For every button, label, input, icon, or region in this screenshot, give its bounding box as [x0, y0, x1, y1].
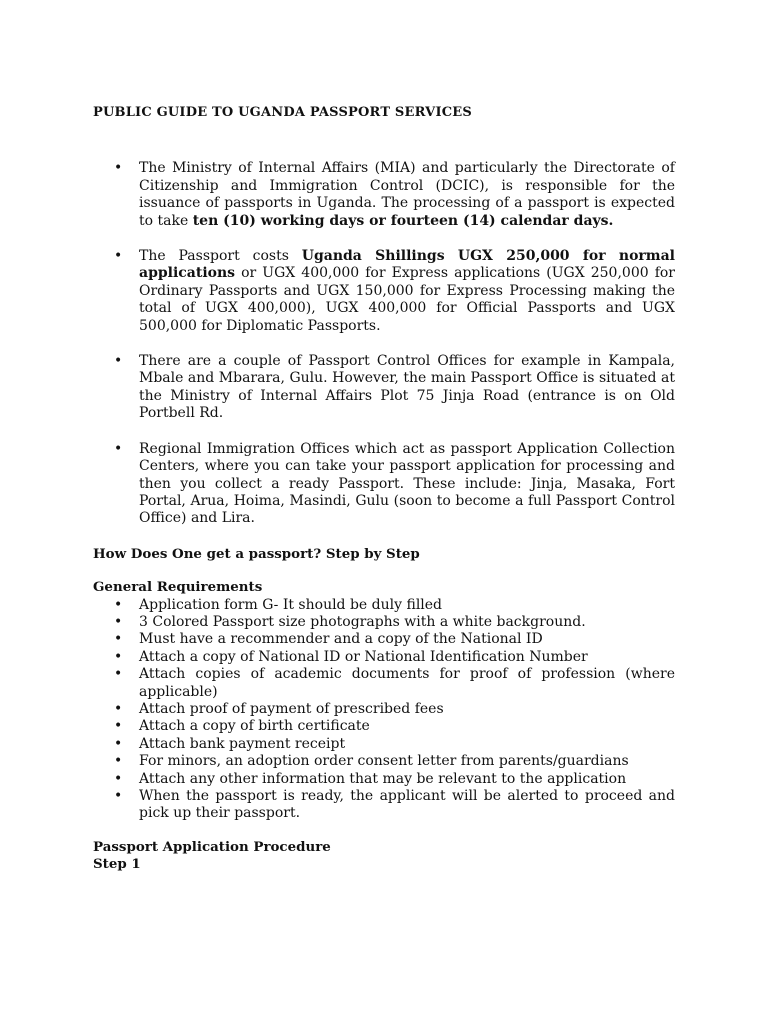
requirement-item: • Must have a recommender and a copy of the National ID [93, 631, 675, 648]
requirement-item: • Attach a copy of birth certificate [93, 718, 675, 735]
intro-item [93, 248, 675, 335]
document-title: PUBLIC GUIDE TO UGANDA PASSPORT SERVICES [93, 105, 472, 120]
intro-item [93, 160, 675, 230]
intro-item [93, 441, 675, 528]
intro-bold-text: ten (10) working days or fourteen (14) calendar days. [192, 212, 614, 229]
intro-item [93, 353, 675, 423]
requirement-item: • Attach bank payment receipt [93, 736, 675, 753]
intro-list [93, 160, 675, 527]
how-heading: How Does One get a passport? Step by Step [93, 545, 420, 562]
requirement-item: • When the passport is ready, the applicant will be alerted to proceed and pick up their passport. [93, 788, 675, 823]
requirement-item: • Attach copies of academic documents for proof of profession (where applicable) [93, 666, 675, 701]
requirement-item: • 3 Colored Passport size photographs with a white background. [93, 614, 675, 631]
intro-text: Regional Immigration Offices which act as passport Application Collection Centers, where you can take your passport application for processing and then you collect a ready Passport. These include: Jinja, Masaka, Fort Portal, Arua, Hoima, Masindi, Gulu (soon to become a full Passport Control Office) and Lira. [139, 440, 675, 527]
procedure-heading: Passport Application Procedure [93, 838, 331, 855]
intro-text: The Passport costs [139, 248, 302, 265]
document-page [93, 104, 675, 874]
requirement-item: • Attach proof of payment of prescribed fees [93, 701, 675, 718]
intro-text: The Ministry of Internal Affairs (MIA) and particularly the Directorate of Citizenship and Immigration Control (DCIC), is responsible for the issuance of passports in Uganda. The processing of a passport is expected to take [139, 160, 675, 229]
requirement-item: • Application form G- It should be duly filled [93, 597, 675, 614]
requirement-item: • Attach a copy of National ID or National Identification Number [93, 649, 675, 666]
step-heading: Step 1 [93, 856, 141, 873]
intro-text: There are a couple of Passport Control Offices for example in Kampala, Mbale and Mbarara, Gulu. However, the main Passport Office is situated at the Ministry of Internal Affairs Plot 75 Jinja Road (entrance is on Old Portbell Rd. [139, 353, 675, 422]
intro-text-after: or UGX 400,000 for Express applications (UGX 250,000 for Ordinary Passports and UGX 150,000 for Express Processing making the total of UGX 400,000), UGX 400,000 for Official Passports and UGX 500,000 for Diplomatic Passports. [139, 265, 675, 334]
requirements-list [93, 597, 675, 823]
requirement-item: • For minors, an adoption order consent letter from parents/guardians [93, 753, 675, 770]
requirement-item: • Attach any other information that may be relevant to the application [93, 771, 675, 788]
intro-bold-text: Uganda Shillings UGX 250,000 for normal applications [139, 248, 675, 282]
general-requirements-heading: General Requirements [93, 579, 263, 596]
